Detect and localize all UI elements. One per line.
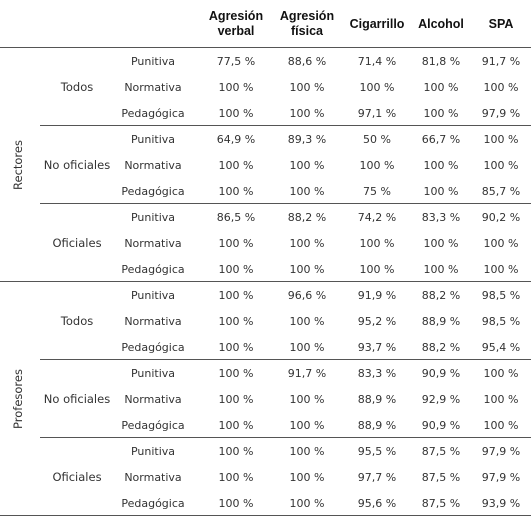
table-cell: 88,9 % xyxy=(357,392,397,406)
role-label xyxy=(0,48,36,282)
table-cell: 90,9 % xyxy=(421,366,461,380)
table-cell: 100 % xyxy=(218,236,254,250)
group-label: Oficiales xyxy=(52,470,102,484)
table-cell: 90,2 % xyxy=(481,210,521,224)
table-cell: 93,9 % xyxy=(481,496,521,510)
table-cell: 100 % xyxy=(289,236,325,250)
table-cell: 81,8 % xyxy=(421,54,461,68)
table-cell: 100 % xyxy=(218,418,254,432)
table-cell: 74,2 % xyxy=(357,210,397,224)
treatment-type: Punitiva xyxy=(130,54,176,68)
treatment-type: Pedagógica xyxy=(121,262,185,276)
table-cell: 100 % xyxy=(289,340,325,354)
table-cell: 71,4 % xyxy=(357,54,397,68)
table-cell: 77,5 % xyxy=(216,54,256,68)
table-cell: 64,9 % xyxy=(216,132,256,146)
table-cell: 88,9 % xyxy=(357,418,397,432)
table-cell: 100 % xyxy=(289,106,325,120)
table-cell: 89,3 % xyxy=(287,132,327,146)
table-cell: 100 % xyxy=(483,158,519,172)
table-cell: 88,6 % xyxy=(287,54,327,68)
table-cell: 100 % xyxy=(483,392,519,406)
treatment-type: Punitiva xyxy=(130,444,176,458)
table-cell: 100 % xyxy=(218,340,254,354)
table-cell: 86,5 % xyxy=(216,210,256,224)
table-cell: 100 % xyxy=(218,184,254,198)
group-label: Oficiales xyxy=(52,236,102,250)
column-header: Cigarrillo xyxy=(349,16,405,31)
table-cell: 87,5 % xyxy=(421,470,461,484)
table-cell: 100 % xyxy=(218,444,254,458)
table-cell: 100 % xyxy=(218,288,254,302)
table-cell: 100 % xyxy=(218,106,254,120)
table-cell: 95,2 % xyxy=(357,314,397,328)
table-cell: 88,9 % xyxy=(421,314,461,328)
table-cell: 100 % xyxy=(423,106,459,120)
table-cell: 100 % xyxy=(483,80,519,94)
treatment-type: Punitiva xyxy=(130,366,176,380)
treatment-type: Normativa xyxy=(124,392,182,406)
table-cell: 100 % xyxy=(483,132,519,146)
column-header: SPA xyxy=(488,16,514,31)
role-label-text: Rectores xyxy=(11,140,25,190)
column-header: Agresión verbal xyxy=(208,9,264,38)
group-label: Todos xyxy=(60,80,94,94)
table-cell: 95,6 % xyxy=(357,496,397,510)
role-divider xyxy=(0,515,531,516)
group-label: Todos xyxy=(60,314,94,328)
table-cell: 87,5 % xyxy=(421,444,461,458)
table-cell: 100 % xyxy=(218,470,254,484)
treatment-type: Punitiva xyxy=(130,288,176,302)
table-cell: 85,7 % xyxy=(481,184,521,198)
column-header: Alcohol xyxy=(418,16,464,31)
treatment-type: Normativa xyxy=(124,236,182,250)
table-cell: 100 % xyxy=(359,158,395,172)
table-cell: 100 % xyxy=(289,470,325,484)
table-cell: 100 % xyxy=(423,80,459,94)
table-cell: 100 % xyxy=(289,262,325,276)
table-cell: 100 % xyxy=(423,158,459,172)
table-cell: 100 % xyxy=(289,80,325,94)
table-cell: 100 % xyxy=(218,262,254,276)
table-cell: 95,4 % xyxy=(481,340,521,354)
table-cell: 87,5 % xyxy=(421,496,461,510)
treatment-type: Pedagógica xyxy=(121,418,185,432)
treatment-type: Normativa xyxy=(124,80,182,94)
table-cell: 100 % xyxy=(218,366,254,380)
table-cell: 100 % xyxy=(423,262,459,276)
treatment-type: Pedagógica xyxy=(121,106,185,120)
table-cell: 88,2 % xyxy=(287,210,327,224)
treatment-type: Pedagógica xyxy=(121,496,185,510)
table-cell: 75 % xyxy=(363,184,391,198)
table-cell: 100 % xyxy=(289,392,325,406)
table-cell: 91,9 % xyxy=(357,288,397,302)
table-cell: 100 % xyxy=(483,418,519,432)
table-cell: 100 % xyxy=(423,236,459,250)
table-cell: 98,5 % xyxy=(481,314,521,328)
table-cell: 66,7 % xyxy=(421,132,461,146)
table-cell: 97,9 % xyxy=(481,470,521,484)
table-cell: 91,7 % xyxy=(287,366,327,380)
table-cell: 100 % xyxy=(218,314,254,328)
treatment-type: Punitiva xyxy=(130,210,176,224)
column-header: Agresión física xyxy=(279,9,335,38)
table-cell: 100 % xyxy=(359,262,395,276)
treatment-type: Pedagógica xyxy=(121,340,185,354)
table-cell: 97,1 % xyxy=(357,106,397,120)
table-cell: 100 % xyxy=(289,444,325,458)
treatment-type: Normativa xyxy=(124,314,182,328)
table-cell: 83,3 % xyxy=(357,366,397,380)
role-label-text: Profesores xyxy=(11,369,25,429)
table-cell: 100 % xyxy=(289,184,325,198)
table-cell: 100 % xyxy=(483,262,519,276)
table-cell: 96,6 % xyxy=(287,288,327,302)
table-cell: 100 % xyxy=(289,158,325,172)
table-cell: 88,2 % xyxy=(421,340,461,354)
table-cell: 50 % xyxy=(363,132,391,146)
table-cell: 97,7 % xyxy=(357,470,397,484)
table-cell: 100 % xyxy=(483,236,519,250)
table-cell: 100 % xyxy=(218,496,254,510)
table-cell: 83,3 % xyxy=(421,210,461,224)
table-cell: 100 % xyxy=(289,496,325,510)
table-cell: 100 % xyxy=(483,366,519,380)
table-cell: 90,9 % xyxy=(421,418,461,432)
table-cell: 97,9 % xyxy=(481,106,521,120)
table-cell: 97,9 % xyxy=(481,444,521,458)
treatment-type: Punitiva xyxy=(130,132,176,146)
table-cell: 98,5 % xyxy=(481,288,521,302)
group-label: No oficiales xyxy=(43,392,111,406)
table-cell: 95,5 % xyxy=(357,444,397,458)
table-cell: 100 % xyxy=(359,236,395,250)
role-label xyxy=(0,282,36,516)
table-cell: 100 % xyxy=(359,80,395,94)
table-cell: 100 % xyxy=(289,418,325,432)
table-cell: 100 % xyxy=(289,314,325,328)
table-cell: 100 % xyxy=(218,158,254,172)
treatment-type: Normativa xyxy=(124,158,182,172)
treatment-type: Pedagógica xyxy=(121,184,185,198)
table-cell: 100 % xyxy=(423,184,459,198)
table-cell: 88,2 % xyxy=(421,288,461,302)
table-cell: 100 % xyxy=(218,80,254,94)
table-cell: 91,7 % xyxy=(481,54,521,68)
group-label: No oficiales xyxy=(43,158,111,172)
treatment-type: Normativa xyxy=(124,470,182,484)
table-cell: 93,7 % xyxy=(357,340,397,354)
table-cell: 100 % xyxy=(218,392,254,406)
table-cell: 92,9 % xyxy=(421,392,461,406)
